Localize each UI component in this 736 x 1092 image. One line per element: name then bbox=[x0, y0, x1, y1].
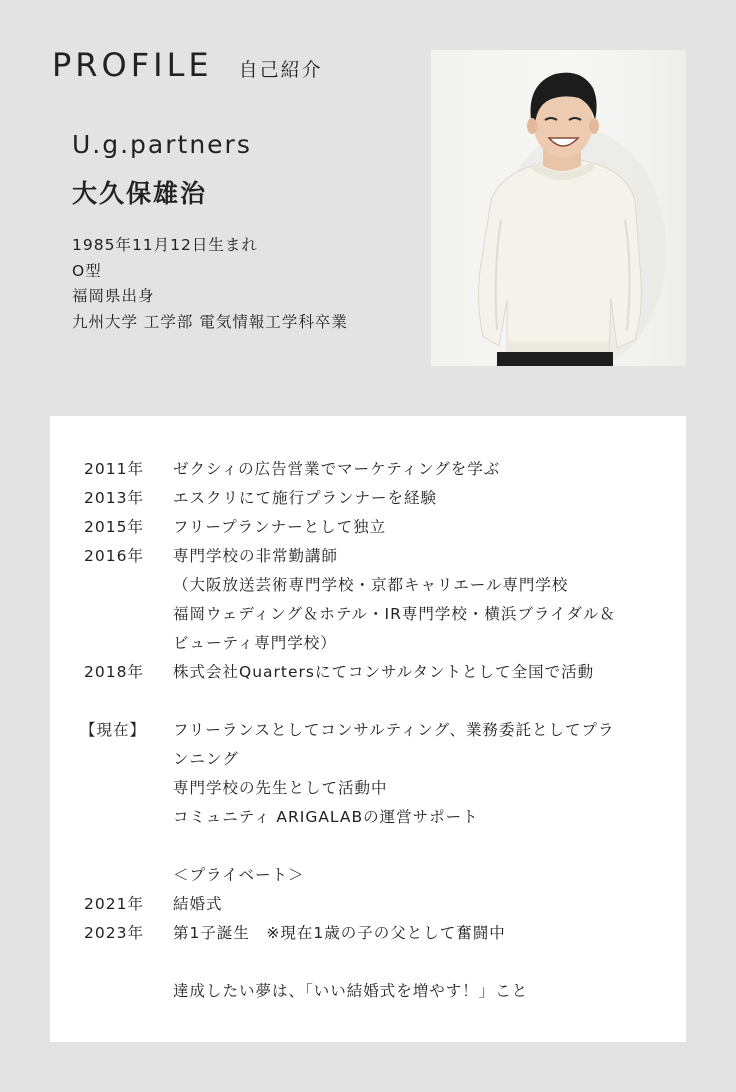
timeline-row bbox=[84, 600, 664, 629]
timeline-spacer bbox=[84, 832, 664, 861]
timeline-text: 福岡ウェディング＆ホテル・IR専門学校・横浜ブライダル＆ bbox=[173, 605, 616, 623]
timeline-row bbox=[84, 629, 664, 658]
profile-heading: PROFILE bbox=[52, 46, 213, 84]
timeline-row bbox=[84, 542, 664, 571]
timeline-text: ンニング bbox=[173, 750, 239, 768]
timeline-row bbox=[84, 919, 664, 948]
hometown: 福岡県出身 bbox=[72, 287, 155, 305]
timeline-text: 結婚式 bbox=[173, 895, 223, 913]
timeline-row bbox=[80, 716, 664, 745]
timeline-text: ビューティ専門学校） bbox=[173, 634, 337, 652]
timeline-text: フリープランナーとして独立 bbox=[173, 518, 387, 536]
timeline-row bbox=[84, 774, 664, 803]
profile-facts bbox=[72, 233, 348, 335]
timeline-year bbox=[84, 861, 173, 890]
timeline-row bbox=[84, 745, 664, 774]
timeline-row bbox=[84, 977, 664, 1006]
timeline-year bbox=[84, 803, 173, 832]
timeline-year bbox=[84, 571, 173, 600]
timeline-year: 2023年 bbox=[84, 924, 144, 942]
timeline-text: コミュニティ ARIGALABの運営サポート bbox=[173, 808, 479, 826]
timeline-row bbox=[84, 890, 664, 919]
timeline-row bbox=[84, 455, 664, 484]
profile-photo bbox=[431, 50, 686, 366]
timeline-text: エスクリにて施行プランナーを経験 bbox=[173, 489, 438, 507]
timeline-text: ゼクシィの広告営業でマーケティングを学ぶ bbox=[173, 460, 501, 478]
timeline-text: （大阪放送芸術専門学校・京都キャリエール専門学校 bbox=[173, 576, 569, 594]
education: 九州大学 工学部 電気情報工学科卒業 bbox=[72, 312, 348, 331]
timeline-row bbox=[84, 571, 664, 600]
company-name: U.g.partners bbox=[72, 130, 252, 159]
timeline-year bbox=[84, 774, 173, 803]
timeline-year bbox=[84, 629, 173, 658]
timeline-year: 2016年 bbox=[84, 547, 144, 565]
timeline-year bbox=[84, 600, 173, 629]
timeline-year: 2018年 bbox=[84, 663, 144, 681]
blood-type: O型 bbox=[72, 261, 102, 280]
page-title bbox=[52, 46, 323, 84]
timeline-text: 第1子誕生 ※現在1歳の子の父として奮闘中 bbox=[173, 924, 506, 942]
timeline-year bbox=[84, 977, 173, 1006]
timeline-text: フリーランスとしてコンサルティング、業務委託としてプラ bbox=[173, 721, 615, 739]
timeline-spacer bbox=[84, 687, 664, 716]
timeline-row bbox=[84, 861, 664, 890]
timeline-year bbox=[84, 745, 173, 774]
person-name: 大久保雄治 bbox=[72, 179, 208, 208]
timeline-spacer bbox=[84, 948, 664, 977]
birth-date: 1985年11月12日生まれ bbox=[72, 236, 258, 254]
timeline-year: 2013年 bbox=[84, 489, 144, 507]
private-heading: ＜プライベート＞ bbox=[173, 866, 305, 884]
profile-heading-ja: 自己紹介 bbox=[238, 59, 323, 81]
timeline-year: 2015年 bbox=[84, 518, 144, 536]
timeline-row bbox=[84, 803, 664, 832]
timeline-text: 株式会社Quartersにてコンサルタントとして全国で活動 bbox=[173, 663, 595, 681]
timeline-text: 専門学校の先生として活動中 bbox=[173, 779, 388, 797]
timeline-row bbox=[84, 658, 664, 687]
portrait-illustration bbox=[431, 50, 686, 366]
timeline-row bbox=[84, 484, 664, 513]
career-timeline bbox=[80, 455, 664, 1006]
timeline-row bbox=[84, 513, 664, 542]
career-card bbox=[50, 416, 686, 1042]
timeline-current-label: 【現在】 bbox=[80, 721, 147, 739]
timeline-year: 2021年 bbox=[84, 895, 144, 913]
dream-statement: 達成したい夢は、「いい結婚式を増やす！」こと bbox=[173, 982, 529, 1000]
timeline-year: 2011年 bbox=[84, 460, 144, 478]
timeline-text: 専門学校の非常勤講師 bbox=[173, 547, 339, 565]
